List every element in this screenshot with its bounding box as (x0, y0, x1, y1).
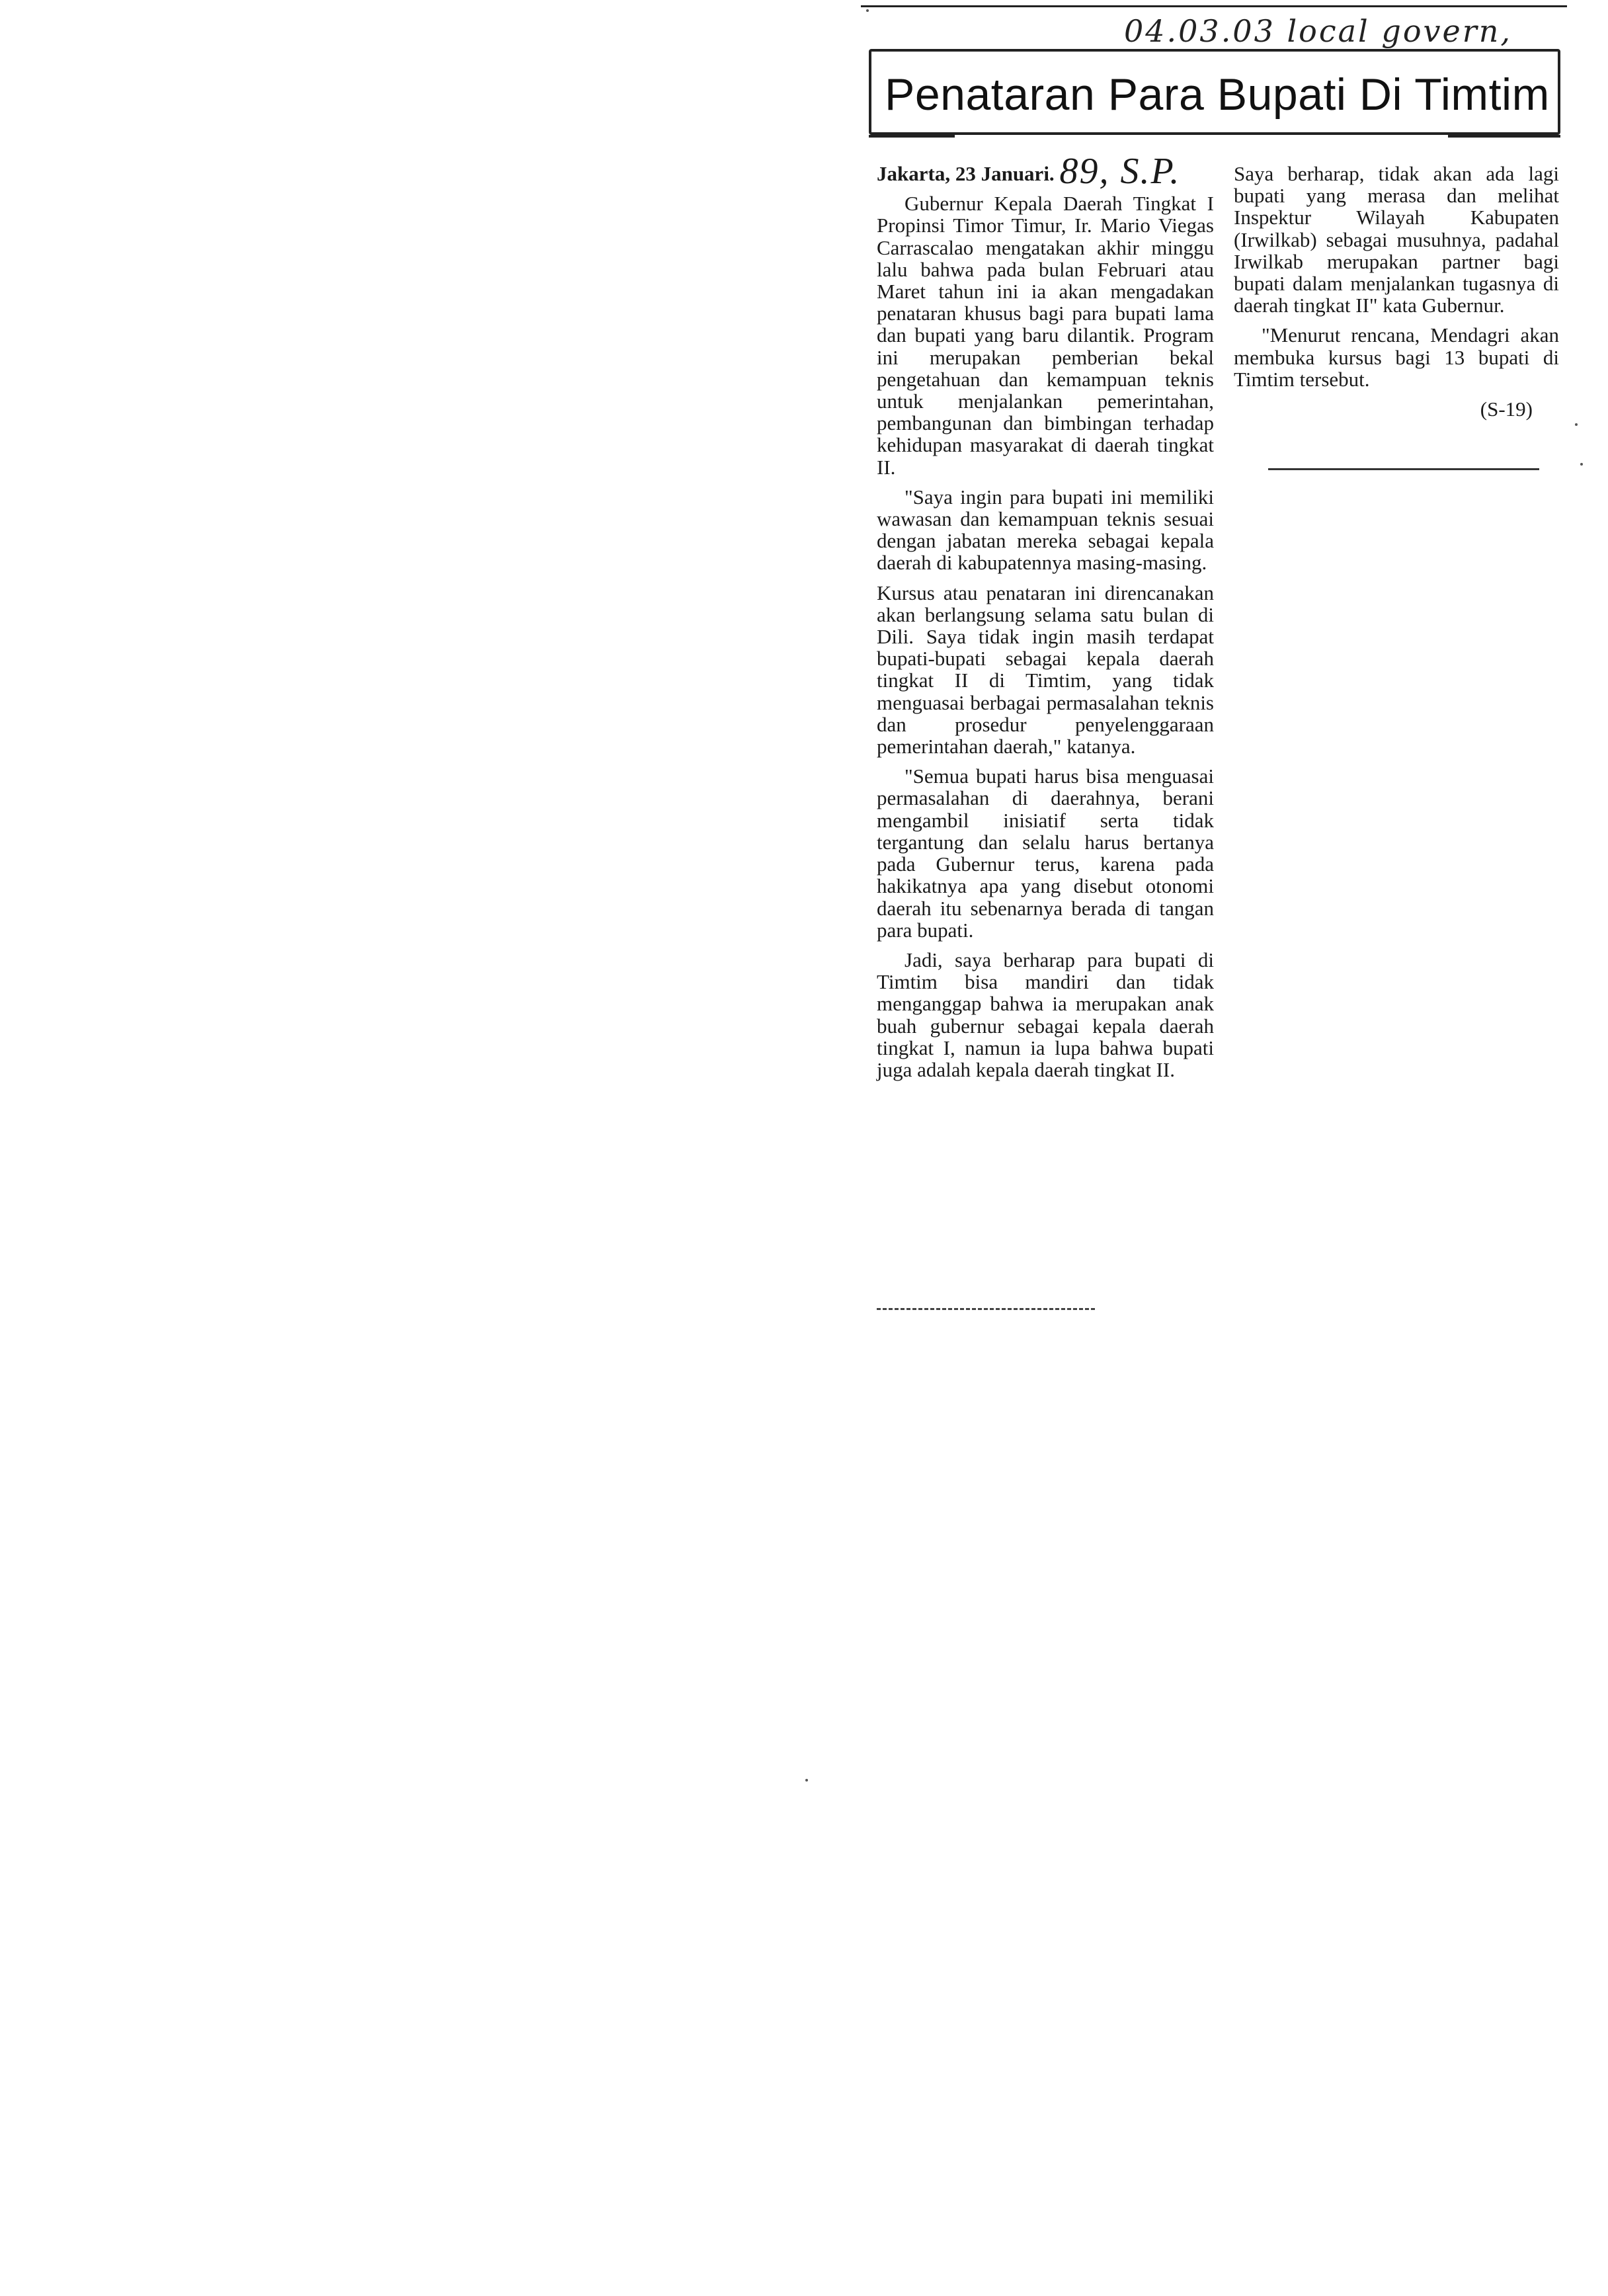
article-paragraph: Gubernur Kepala Daerah Tingkat I Propinsi Timor Timur, Ir. Mario Viegas Carrascalao mengatakan akhir minggu lalu bahwa pada bulan Februari atau Maret tahun ini ia akan mengadakan penataran khusus bagi para bupati lama dan bupati yang baru dilantik. Program ini merupakan pemberian bekal pengetahuan dan kemampuan teknis untuk menjalankan pemerintahan, pembangunan dan bimbingan terhadap kehidupan masyarakat di daerah tingkat II. (877, 192, 1214, 479)
scan-speck (1575, 423, 1578, 426)
scan-speck (1580, 463, 1583, 466)
end-rule-left (877, 1308, 1095, 1310)
handwritten-note: 89, S.P. (1059, 151, 1181, 192)
article-paragraph: "Semua bupati harus bisa menguasai permasalahan di daerahnya, berani mengambil inisiatif serta tidak tergantung dan selalu harus bertanya pada Gubernur terus, karena pada hakikatnya apa yang disebut otonomi daerah itu sebenarnya berada di tangan para bupati. (877, 764, 1214, 942)
byline: (S-19) (1480, 397, 1533, 421)
article-paragraph (877, 151, 1214, 192)
headline: Penataran Para Bupati Di Timtim (885, 69, 1550, 120)
article-paragraph: "Saya ingin para bupati ini memiliki wawasan dan kemampuan teknis sesuai dengan jabatan mereka sebagai kepala daerah di kabupatennya masing-masing. (877, 485, 1214, 575)
dateline: Jakarta, 23 Januari. (877, 162, 1055, 185)
end-rule-right (1268, 468, 1539, 470)
handwritten-header: 04.03.03 local govern, (1124, 13, 1512, 49)
scan-speck (805, 1779, 808, 1782)
headline-rule-right (1448, 135, 1560, 138)
article-column-right (1234, 163, 1559, 428)
article-paragraph: Kursus atau penataran ini direncanakan akan berlangsung selama satu bulan di Dili. Saya tidak ingin masih terdapat bupati-bupati sebagai kepala daerah tingkat II di Timtim, yang tidak menguasai berbagai permasalahan teknis dan prosedur penyelenggaraan pemerintahan daerah," katanya. (877, 581, 1214, 758)
article-paragraph: Jadi, saya berharap para bupati di Timtim bisa mandiri dan tidak menganggap bahwa ia merupakan anak buah gubernur sebagai kepala daerah tingkat I, namun ia lupa bahwa bupati juga adalah kepala daerah tingkat II. (877, 948, 1214, 1081)
article-column-left (877, 151, 1214, 1088)
scan-speck (866, 9, 869, 12)
article-paragraph: "Menurut rencana, Mendagri akan membuka kursus bagi 13 bupati di Timtim tersebut. (1234, 323, 1559, 391)
article-paragraph: Saya berharap, tidak akan ada lagi bupati yang merasa dan melihat Inspektur Wilayah Kabupaten (Irwilkab) sebagai musuhnya, padahal Irwilkab merupakan partner bagi bupati dalam menjalankan tugasnya di daerah tingkat II" kata Gubernur. (1234, 162, 1559, 317)
top-rule (861, 5, 1567, 7)
headline-rule-left (869, 135, 955, 138)
